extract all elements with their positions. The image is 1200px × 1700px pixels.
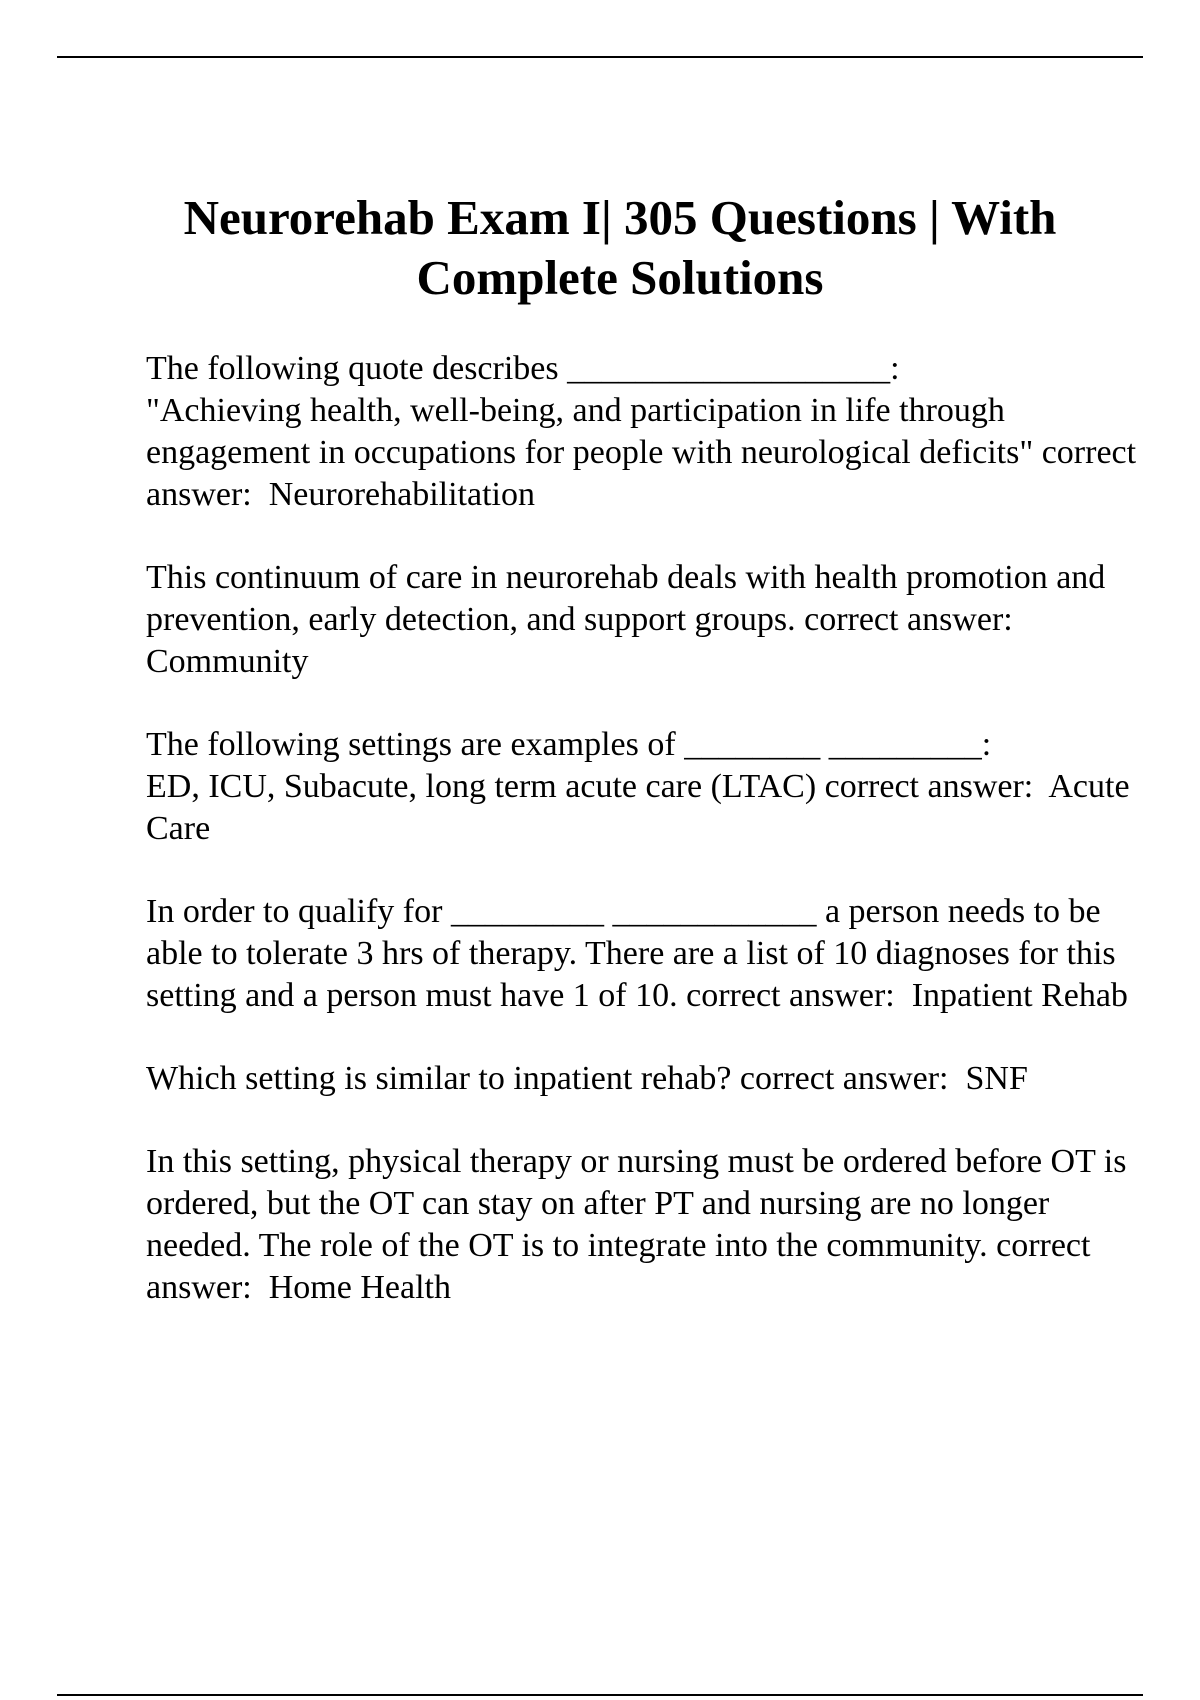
question-text: The following settings are examples of ________ _________: ED, ICU, Subacute, long term acute care (LTAC) [146,726,992,805]
answer-prefix: correct answer: [146,1227,1099,1306]
qa-list [146,348,1146,1350]
document-title: Neurorehab Exam I| 305 Questions | With Complete Solutions [183,190,1057,305]
question-text: In order to qualify for _________ ____________ a person needs to be able to tolerate 3 hrs of therapy. There are a list of 10 diagnoses for this setting and a person must have 1 of 10. [146,893,1125,1014]
answer-text: SNF [965,1060,1028,1097]
qa-item [146,348,1146,516]
question-text: The following quote describes ___________________: "Achieving health, well-being, and participation in life through engagement in occupations for people with neurological deficits" [146,350,1034,471]
answer-text: Inpatient Rehab [911,977,1128,1014]
question-text: This continuum of care in neurorehab deals with health promotion and prevention, early detection, and support groups. [146,559,1114,638]
answer-text: Acute Care [146,768,1139,847]
answer-text: Neurorehabilitation [268,476,535,513]
question-text: Which setting is similar to inpatient rehab? [146,1060,732,1097]
qa-item [146,724,1146,850]
qa-item [146,1141,1146,1309]
qa-item [146,891,1146,1017]
answer-text: Home Health [268,1269,451,1306]
answer-prefix: correct answer: [677,977,912,1014]
qa-item [146,557,1146,683]
qa-item [146,1058,1146,1100]
top-rule [57,56,1143,58]
answer-prefix: correct answer: [146,434,1145,513]
bottom-rule [57,1694,1143,1696]
answer-text: Community [146,643,309,680]
question-text: In this setting, physical therapy or nursing must be ordered before OT is ordered, but the OT can stay on after PT and nursing are no longer needed. The role of the OT is to integrate into the community. [146,1143,1135,1264]
answer-prefix: correct answer: [731,1060,966,1097]
answer-prefix: correct answer: [795,601,1030,638]
answer-prefix: correct answer: [816,768,1049,805]
